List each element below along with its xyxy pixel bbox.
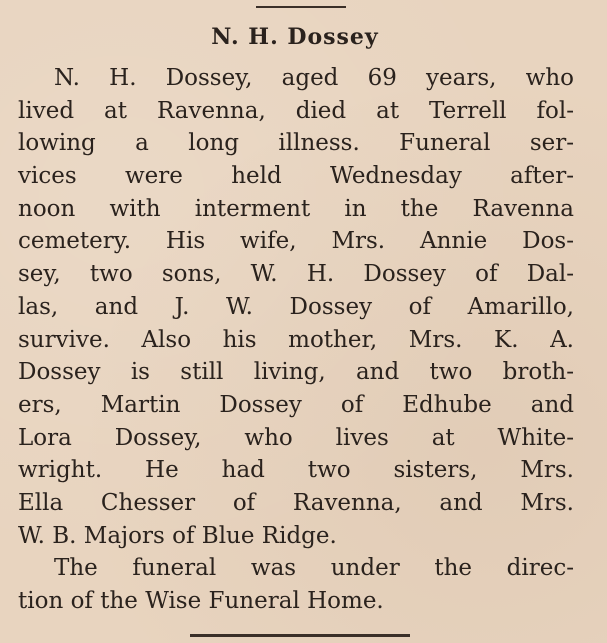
- text-line: noon with interment in the Ravenna: [18, 195, 574, 222]
- obituary-body: [18, 62, 574, 618]
- text-line: wright. He had two sisters, Mrs.: [18, 457, 574, 484]
- text-line: Dossey is still living, and two broth-: [18, 359, 574, 386]
- text-line: tion of the Wise Funeral Home.: [18, 588, 384, 614]
- text-line: lived at Ravenna, died at Terrell fol-: [18, 97, 574, 124]
- text-line: ers, Martin Dossey of Edhube and: [18, 391, 574, 418]
- text-line: las, and J. W. Dossey of Amarillo,: [18, 293, 574, 320]
- text-line: lowing a long illness. Funeral ser-: [18, 130, 574, 157]
- text-line: W. B. Majors of Blue Ridge.: [18, 522, 337, 549]
- bottom-rule: [190, 634, 410, 637]
- text-line: survive. Also his mother, Mrs. K. A.: [18, 326, 574, 353]
- text-line: Lora Dossey, who lives at White-: [18, 424, 574, 451]
- headline: N. H. Dossey: [211, 24, 379, 50]
- text-line: sey, two sons, W. H. Dossey of Dal-: [18, 261, 574, 288]
- top-rule: [256, 6, 346, 8]
- text-line: Ella Chesser of Ravenna, and Mrs.: [18, 489, 574, 516]
- paragraph-2: [18, 552, 574, 617]
- text-line: The funeral was under the direc-: [54, 555, 574, 582]
- paragraph-1: [18, 62, 574, 552]
- text-line: vices were held Wednesday after-: [18, 163, 574, 190]
- text-line: N. H. Dossey, aged 69 years, who: [54, 65, 574, 91]
- text-line: cemetery. His wife, Mrs. Annie Dos-: [18, 228, 574, 255]
